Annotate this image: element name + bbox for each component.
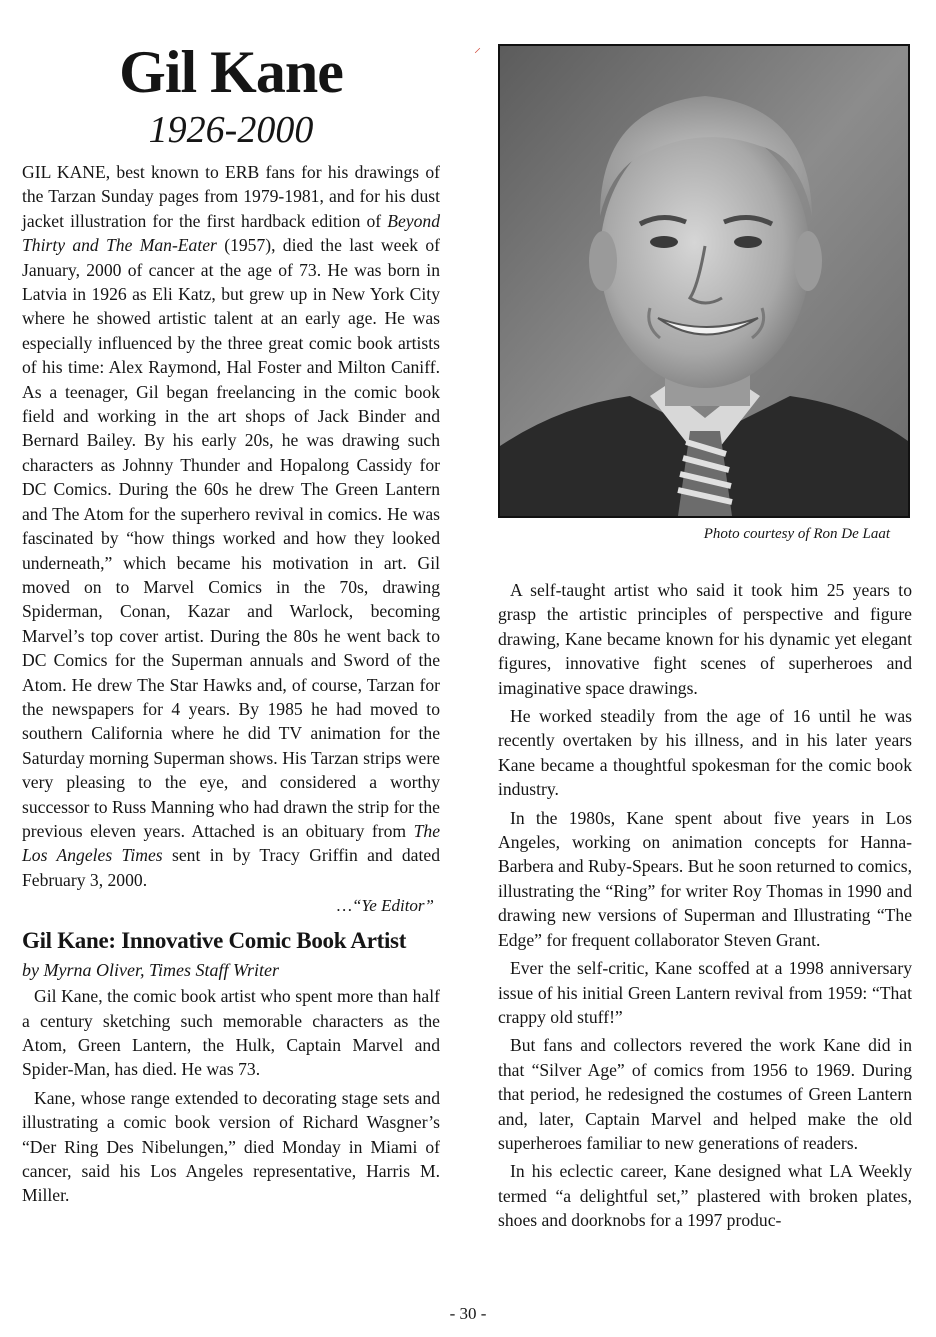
page-title: Gil Kane <box>119 39 343 105</box>
intro-book-title: Beyond Thirty and The Man-Eater <box>22 210 440 256</box>
obituary-paragraph: In his eclectic career, Kane designed what LA Weekly termed “a delightful set,” plastered with broken plates, shoes and doorknobs for a 1997 produc- <box>498 1161 912 1231</box>
obituary-paragraph: Ever the self-critic, Kane scoffed at a 1998 anniversary issue of his initial Green Lantern revival from 1959: “That crappy old stuff!” <box>498 958 912 1027</box>
editor-intro <box>22 160 440 892</box>
obituary-headline: Gil Kane: Innovative Comic Book Artist <box>22 928 407 954</box>
obituary-paragraph: A self-taught artist who said it took him 25 years to grasp the artistic principles of perspective and figure drawing, Kane became known for his dynamic yet elegant figures, innovative fight scenes of superheroes and imaginative space drawings. <box>498 580 912 698</box>
left-column <box>22 40 440 1212</box>
obituary-paragraph: Kane, whose range extended to decorating stage sets and illustrating a comic book version of Richard Wasgner’s “Der Ring Des Nibelungen,” died Monday in Miami of cancer, said his Los Angeles representative, Harris M. Miller. <box>22 1087 440 1206</box>
portrait-photo <box>498 44 910 518</box>
stray-ink-mark: ⸝ <box>474 41 481 56</box>
page-number: - 30 - <box>449 1304 487 1323</box>
photo-caption: Photo courtesy of Ron De Laat <box>703 526 890 542</box>
obituary-paragraph: He worked steadily from the age of 16 until he was recently overtaken by his illness, and in his later years Kane became a thoughtful spokesman for the comic book industry. <box>498 706 912 800</box>
intro-run: sent in by Tracy Griffin and dated February 3, 2000. <box>22 845 440 890</box>
obituary-paragraph: Gil Kane, the comic book artist who spent more than half a century sketching such memorable characters as the Atom, Green Lantern, the Hulk, Captain Marvel and Spider-Man, has died. He was 73. <box>22 986 440 1080</box>
life-dates: 1926-2000 <box>148 109 314 151</box>
intro-run: (1957), died the last week of January, 2000 of cancer at the age of 73. He was born in Latvia in 1926 as Eli Katz, but grew up in New York City where he showed artistic talent at an early age. He was especially influenced by the three great comic book artists of his time: Alex Raymond, Hal Foster and Milton Caniff. As a teenager, Gil began freelancing in the comic book field and working in the art shops of Jack Binder and Bernard Bailey. By his early 20s, he was drawing such characters as Johnny Thunder and Hopalong Cassidy for DC Comics. During the 60s he drew The Green Lantern and The Atom for the superhero revival in comics. He was fascinated by “how things worked and how they looked underneath,” which became his motivation in art. Gil moved on to Marvel Comics in the 70s, drawing Spiderman, Conan, Kazar and Warlock, becoming Marvel’s top cover artist. During the 80s he went back to DC Comics for the Superman annuals and Sword of the Atom. He drew The Star Hawks and, of course, Tarzan for the newspapers for 4 years. By 1985 he had moved to southern California where he did TV animation for the Saturday morning Superman shows. His Tarzan strips were very pleasing to the eye, and considered a worthy successor to Russ Manning who had drawn the strip for the previous eleven years. Attached is an obituary from <box>22 235 441 841</box>
obituary-paragraph: But fans and collectors revered the work Kane did in that “Silver Age” of comics from 1956 to 1969. During that period, he redesigned the costumes of Green Lantern and, later, Captain Marvel and helped make the old superheroes familiar to new generations of readers. <box>498 1035 912 1153</box>
obituary-byline: by Myrna Oliver, Times Staff Writer <box>22 960 279 981</box>
editor-signoff: …“Ye Editor” <box>336 896 434 916</box>
obituary-paragraph: In the 1980s, Kane spent about five years in Los Angeles, working on animation concepts for Hanna-Barbera and Ruby-Spears. But he soon returned to comics, illustrating the “Ring” for writer Roy Thomas in 1990 and drawing new versions of Superman and Illustrating “The Edge” for frequent collaborator Steven Grant. <box>498 807 912 950</box>
portrait-photo-illustration <box>500 46 908 516</box>
right-column <box>498 44 912 1237</box>
intro-run: GIL KANE, best known to ERB fans for his drawings of the Tarzan Sunday pages from 1979-1981, and for his dust jacket illustration for the first hardback edition of <box>22 162 440 231</box>
intro-newspaper-name: The Los Angeles Times <box>22 820 440 866</box>
